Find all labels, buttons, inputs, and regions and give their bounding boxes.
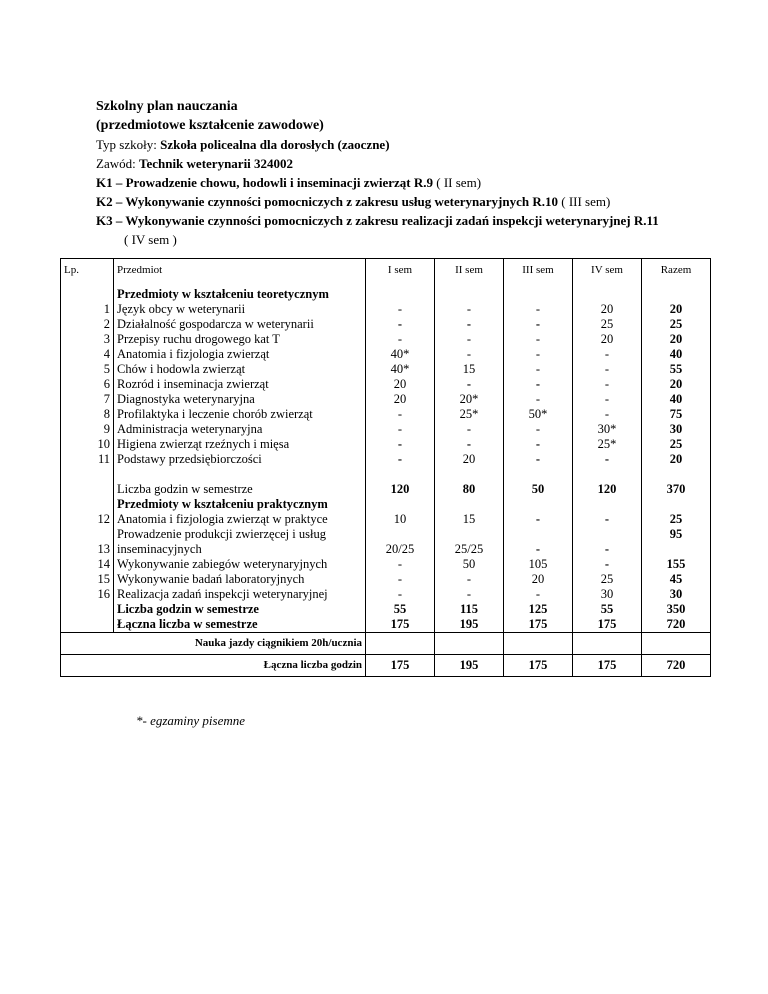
school-type-value: Szkoła policealna dla dorosłych (zaoczne)	[160, 137, 390, 152]
school-type	[96, 135, 736, 154]
subtotal-practice-sem4: 55	[573, 602, 642, 617]
driving-row	[61, 633, 711, 655]
sem1-hours: 20	[366, 392, 435, 407]
row-number: 15	[61, 572, 114, 587]
subject-name: Higiena zwierząt rzeźnych i mięsa	[114, 437, 366, 452]
sem4-hours: -	[573, 347, 642, 362]
qualification-k1	[96, 173, 736, 192]
sem1-hours: 10	[366, 512, 435, 527]
col-header-lp: Lp.	[61, 259, 114, 288]
table-row	[61, 332, 711, 347]
row-number: 6	[61, 377, 114, 392]
sem4-hours: 30	[573, 587, 642, 602]
qualification-k2	[96, 192, 736, 211]
table-row	[61, 587, 711, 602]
subtotal-theory-label: Liczba godzin w semestrze	[114, 467, 366, 497]
row-number: 14	[61, 557, 114, 572]
subject-name: Anatomia i fizjologia zwierząt	[114, 347, 366, 362]
grand-total-row	[61, 655, 711, 677]
sem2-hours: -	[435, 422, 504, 437]
total-hours: 45	[642, 572, 711, 587]
grand-total-sem1: 175	[366, 655, 435, 677]
grand-total-sem2: 195	[435, 655, 504, 677]
subject-name-cont: inseminacyjnych	[114, 542, 366, 557]
total-semester-total: 720	[642, 617, 711, 633]
curriculum-table	[60, 258, 711, 677]
row-number: 2	[61, 317, 114, 332]
sem3-hours: 105	[504, 557, 573, 572]
total-hours: 20	[642, 302, 711, 317]
sem4-hours: 30*	[573, 422, 642, 437]
subtotal-theory-sem2: 80	[435, 467, 504, 497]
grand-total-total: 720	[642, 655, 711, 677]
row-number: 13	[61, 542, 114, 557]
subtotal-theory-sem4: 120	[573, 467, 642, 497]
section-practice-row	[61, 497, 711, 512]
sem3-hours: -	[504, 422, 573, 437]
table-row	[61, 437, 711, 452]
table-row	[61, 317, 711, 332]
subject-name: Chów i hodowla zwierząt	[114, 362, 366, 377]
subject-name: Działalność gospodarcza w weterynarii	[114, 317, 366, 332]
row-number: 5	[61, 362, 114, 377]
sem1-hours: -	[366, 437, 435, 452]
profession-value: Technik weterynarii 324002	[138, 156, 294, 171]
sem3-hours: -	[504, 542, 573, 557]
sem1-hours: -	[366, 407, 435, 422]
row-number: 10	[61, 437, 114, 452]
sem4-hours: 25*	[573, 437, 642, 452]
total-hours: 55	[642, 362, 711, 377]
total-semester-sem2: 195	[435, 617, 504, 633]
table-row	[61, 512, 711, 527]
sem4-hours: 25	[573, 317, 642, 332]
total-hours: 20	[642, 452, 711, 467]
col-header-sem3: III sem	[504, 259, 573, 288]
sem1-hours: -	[366, 422, 435, 437]
row-number: 9	[61, 422, 114, 437]
sem4-hours: -	[573, 557, 642, 572]
table-row	[61, 377, 711, 392]
sem3-hours: 50*	[504, 407, 573, 422]
title-line-2: (przedmiotowe kształcenie zawodowe)	[96, 118, 324, 133]
sem1-hours: -	[366, 302, 435, 317]
table-row	[61, 362, 711, 377]
subtotal-theory-row	[61, 467, 711, 497]
sem2-hours: 15	[435, 362, 504, 377]
k2-semester: ( III sem)	[557, 194, 611, 209]
subtotal-practice-sem3: 125	[504, 602, 573, 617]
sem1-hours: 20	[366, 377, 435, 392]
subject-name: Profilaktyka i leczenie chorób zwierząt	[114, 407, 366, 422]
sem1-hours: 20/25	[366, 542, 435, 557]
section-practice-label: Przedmioty w kształceniu praktycznym	[114, 497, 366, 512]
row-number: 7	[61, 392, 114, 407]
subtotal-practice-total: 350	[642, 602, 711, 617]
subtotal-theory-sem1: 120	[366, 467, 435, 497]
sem4-hours: -	[573, 542, 642, 557]
total-hours: 30	[642, 587, 711, 602]
subject-name: Przepisy ruchu drogowego kat T	[114, 332, 366, 347]
table-row	[61, 452, 711, 467]
table-row	[61, 407, 711, 422]
sem2-hours: 15	[435, 512, 504, 527]
table-row	[61, 557, 711, 572]
col-header-total: Razem	[642, 259, 711, 288]
sem1-hours: -	[366, 452, 435, 467]
sem2-hours: -	[435, 572, 504, 587]
school-type-label: Typ szkoły:	[96, 137, 161, 152]
subtotal-practice-row	[61, 602, 711, 617]
subject-name: Anatomia i fizjologia zwierząt w praktyce	[114, 512, 366, 527]
table-row	[61, 422, 711, 437]
grand-total-sem3: 175	[504, 655, 573, 677]
subtotal-practice-sem2: 115	[435, 602, 504, 617]
table-row	[61, 302, 711, 317]
sem2-hours: 20*	[435, 392, 504, 407]
sem1-hours: 40*	[366, 347, 435, 362]
document-header	[96, 97, 736, 249]
sem2-hours: -	[435, 587, 504, 602]
profession-label: Zawód:	[96, 156, 139, 171]
profession	[96, 154, 736, 173]
sem2-hours: 50	[435, 557, 504, 572]
sem2-hours: -	[435, 332, 504, 347]
col-header-subject: Przedmiot	[114, 259, 366, 288]
sem1-hours: -	[366, 317, 435, 332]
sem3-hours: -	[504, 377, 573, 392]
row-number: 11	[61, 452, 114, 467]
subject-name: Podstawy przedsiębiorczości	[114, 452, 366, 467]
sem2-hours: 25*	[435, 407, 504, 422]
total-semester-sem4: 175	[573, 617, 642, 633]
footnote: *- egzaminy pisemne	[136, 713, 246, 728]
total-semester-sem3: 175	[504, 617, 573, 633]
section-theory-label: Przedmioty w kształceniu teoretycznym	[114, 287, 366, 302]
row-number: 3	[61, 332, 114, 347]
total-hours: 20	[642, 332, 711, 347]
table-row	[61, 572, 711, 587]
sem2-hours: -	[435, 377, 504, 392]
row-number: 4	[61, 347, 114, 362]
driving-label: Nauka jazdy ciągnikiem 20h/ucznia	[61, 633, 366, 655]
theory-rows	[61, 302, 711, 467]
subject-name: Administracja weterynaryjna	[114, 422, 366, 437]
k3-semester: ( IV sem )	[124, 232, 177, 247]
subject-name: Realizacja zadań inspekcji weterynaryjnej	[114, 587, 366, 602]
subject-name: Wykonywanie zabiegów weterynaryjnych	[114, 557, 366, 572]
sem2-hours: -	[435, 317, 504, 332]
row-number: 1	[61, 302, 114, 317]
subject-name: Prowadzenie produkcji zwierzęcej i usług	[114, 527, 366, 542]
sem2-hours: 20	[435, 452, 504, 467]
sem1-hours: -	[366, 587, 435, 602]
table-row	[61, 392, 711, 407]
sem4-hours: 25	[573, 572, 642, 587]
grand-total-sem4: 175	[573, 655, 642, 677]
sem4-hours: -	[573, 512, 642, 527]
subject-name: Język obcy w weterynarii	[114, 302, 366, 317]
sem4-hours: -	[573, 452, 642, 467]
subject-name: Diagnostyka weterynaryjna	[114, 392, 366, 407]
total-hours: 30	[642, 422, 711, 437]
sem1-hours: -	[366, 332, 435, 347]
total-hours: 20	[642, 377, 711, 392]
sem1-hours: 40*	[366, 362, 435, 377]
total-semester-sem1: 175	[366, 617, 435, 633]
sem3-hours: -	[504, 452, 573, 467]
sem4-hours: -	[573, 377, 642, 392]
k1-text: K1 – Prowadzenie chowu, hodowli i inseminacji zwierząt R.9	[96, 175, 434, 190]
subtotal-practice-label: Liczba godzin w semestrze	[114, 602, 366, 617]
total-hours: 25	[642, 437, 711, 452]
total-semester-row	[61, 617, 711, 633]
subtotal-practice-sem1: 55	[366, 602, 435, 617]
total-hours: 40	[642, 347, 711, 362]
subtotal-theory-total: 370	[642, 467, 711, 497]
sem3-hours: -	[504, 332, 573, 347]
sem3-hours: -	[504, 347, 573, 362]
sem3-hours: -	[504, 512, 573, 527]
sem2-hours: -	[435, 347, 504, 362]
sem1-hours: -	[366, 557, 435, 572]
sem4-hours: 20	[573, 332, 642, 347]
sem1-hours: -	[366, 572, 435, 587]
table-header-row	[61, 259, 711, 288]
total-hours: 95	[642, 527, 711, 542]
row-number: 16	[61, 587, 114, 602]
total-hours: 40	[642, 392, 711, 407]
subject-name: Wykonywanie badań laboratoryjnych	[114, 572, 366, 587]
col-header-sem4: IV sem	[573, 259, 642, 288]
subject-name: Rozród i inseminacja zwierząt	[114, 377, 366, 392]
total-hours: 75	[642, 407, 711, 422]
sem2-hours: -	[435, 437, 504, 452]
sem4-hours: -	[573, 392, 642, 407]
section-theory-row	[61, 287, 711, 302]
total-semester-label: Łączna liczba w semestrze	[114, 617, 366, 633]
sem4-hours: 20	[573, 302, 642, 317]
total-hours: 155	[642, 557, 711, 572]
k2-text: K2 – Wykonywanie czynności pomocniczych z zakresu usług weterynaryjnych R.10	[96, 194, 558, 209]
sem3-hours: -	[504, 317, 573, 332]
sem3-hours: -	[504, 302, 573, 317]
sem3-hours: -	[504, 392, 573, 407]
table-row	[61, 347, 711, 362]
row-number: 8	[61, 407, 114, 422]
subtotal-theory-sem3: 50	[504, 467, 573, 497]
total-hours: 25	[642, 512, 711, 527]
col-header-sem2: II sem	[435, 259, 504, 288]
table-row-13b	[61, 542, 711, 557]
k3-text: K3 – Wykonywanie czynności pomocniczych z zakresu realizacji zadań inspekcji weterynaryjnej R.11	[96, 213, 659, 228]
sem3-hours: -	[504, 587, 573, 602]
title-line-1: Szkolny plan nauczania	[96, 99, 238, 114]
sem2-hours: -	[435, 302, 504, 317]
col-header-sem1: I sem	[366, 259, 435, 288]
qualification-k3	[96, 211, 736, 230]
sem4-hours: -	[573, 362, 642, 377]
sem3-hours: -	[504, 437, 573, 452]
k1-semester: ( II sem)	[433, 175, 482, 190]
total-hours: 25	[642, 317, 711, 332]
table-row-13a	[61, 527, 711, 542]
sem2-hours: 25/25	[435, 542, 504, 557]
row-number: 12	[61, 512, 114, 527]
sem3-hours: 20	[504, 572, 573, 587]
practice-rows	[61, 557, 711, 602]
sem3-hours: -	[504, 362, 573, 377]
grand-total-label: Łączna liczba godzin	[61, 655, 366, 677]
sem4-hours: -	[573, 407, 642, 422]
